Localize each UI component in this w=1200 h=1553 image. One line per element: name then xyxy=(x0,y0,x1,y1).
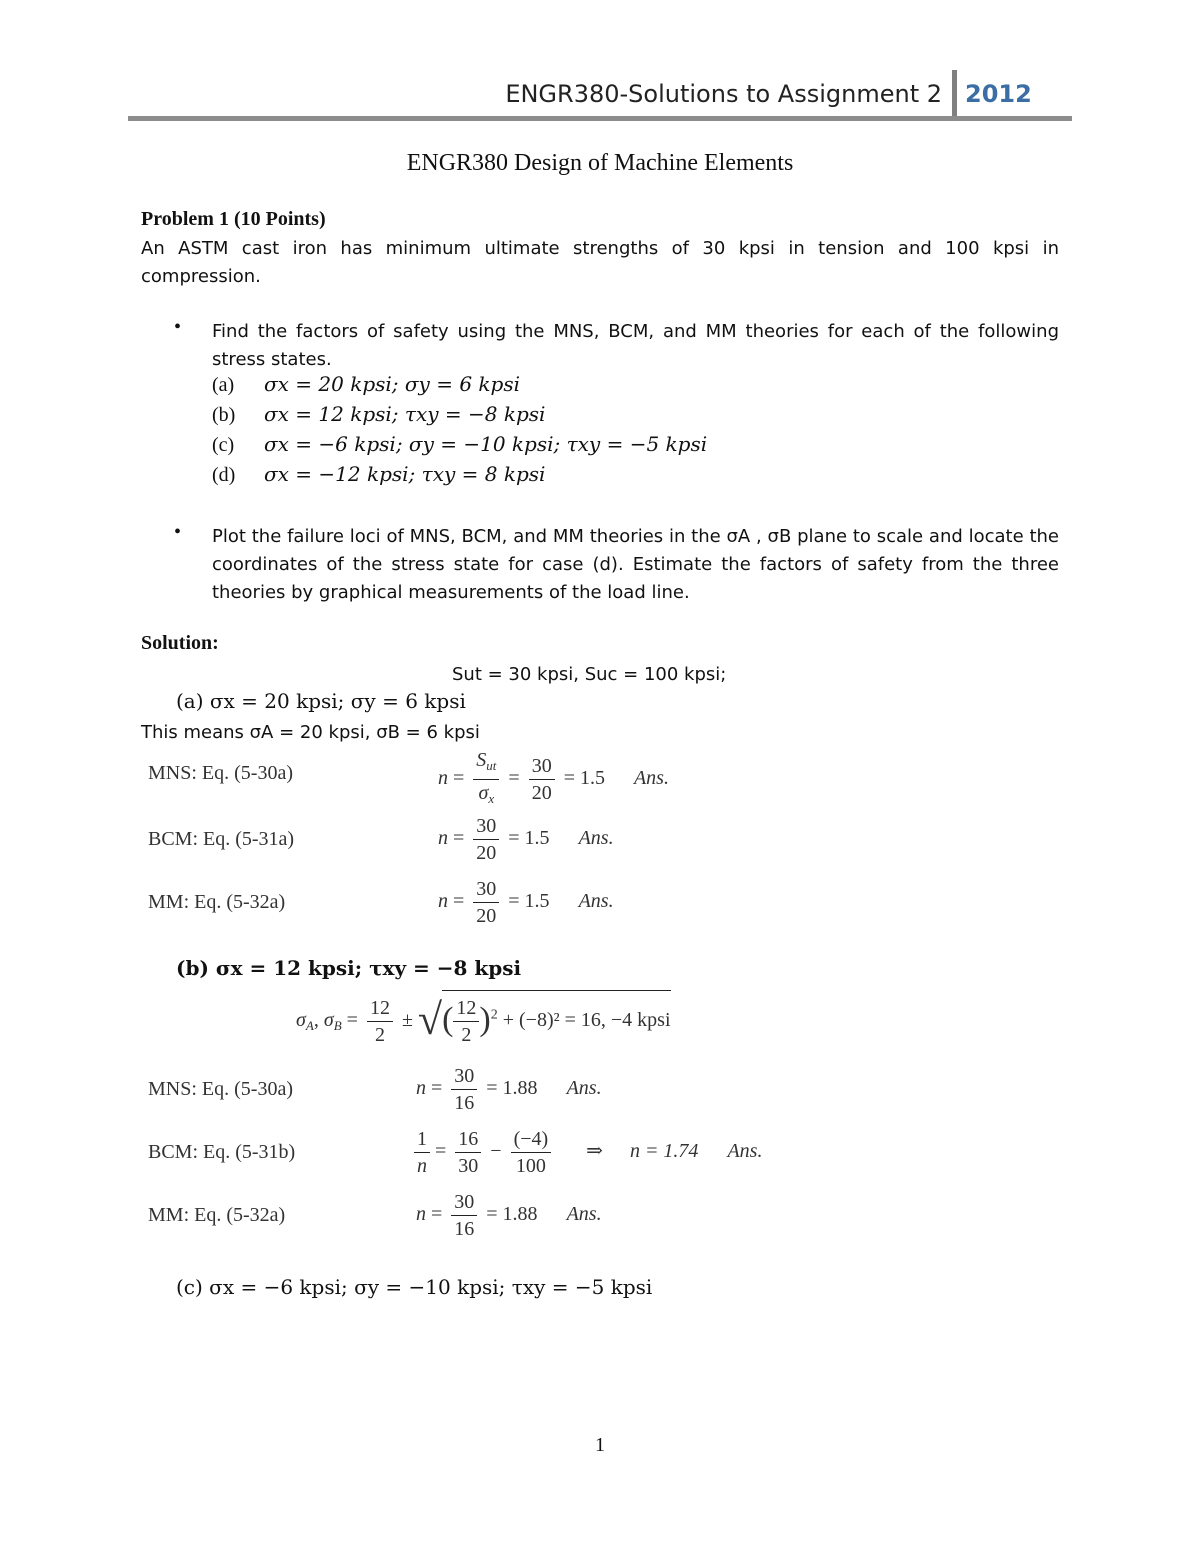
part-b-mns-equation: n = $\frac{30}{16}$ = 1.88 Ans. xyxy=(416,1065,602,1114)
strengths-line: Sut = 30 kpsi, Suc = 100 kpsi; xyxy=(452,664,727,685)
running-header-year: 2012 xyxy=(965,80,1032,108)
part-a-mm-ans: Ans. xyxy=(578,890,614,913)
part-b-bcm-ans: Ans. xyxy=(727,1140,763,1163)
part-c-header: (c) σx = −6 kpsi; σy = −10 kpsi; τxy = −5 kpsi xyxy=(176,1275,653,1299)
part-a-bcm-ans: Ans. xyxy=(578,827,614,850)
case-expr-d: σx = −12 kpsi; τxy = 8 kpsi xyxy=(264,462,546,486)
part-b-mns-label: MNS: Eq. (5-30a) xyxy=(148,1078,293,1100)
case-label-a: (a) xyxy=(212,374,235,396)
part-a-means: This means σA = 20 kpsi, σB = 6 kpsi xyxy=(141,722,480,743)
part-b-mm-ans: Ans. xyxy=(566,1203,602,1226)
part-a-mns-equation: n = $\frac{S_{ut}}{\sigma_x}$ = $\frac{30}{20}$ = 1.5 Ans. xyxy=(438,749,669,806)
case-expr-c: σx = −6 kpsi; σy = −10 kpsi; τxy = −5 kpsi xyxy=(264,432,708,456)
case-label-c: (c) xyxy=(212,434,235,456)
solution-heading: Solution: xyxy=(141,632,219,654)
part-a-mm-label: MM: Eq. (5-32a) xyxy=(148,891,286,913)
part-a-mns-result: = 1.5 xyxy=(563,767,605,790)
part-b-mns-result: = 1.88 xyxy=(486,1077,538,1100)
part-a-header: (a) σx = 20 kpsi; σy = 6 kpsi xyxy=(176,689,466,713)
part-b-bcm-label: BCM: Eq. (5-31b) xyxy=(148,1141,296,1163)
bullet-text-1: Find the factors of safety using the MNS, BCM, and MM theories for each of the following stress states. xyxy=(212,321,1059,370)
case-expr-b: σx = 12 kpsi; τxy = −8 kpsi xyxy=(264,402,546,426)
part-b-bcm-equation: $\frac{1}{n}$ = $\frac{16}{30}$ − $\frac{(-4)}{100}$ ⇒ n = 1.74 Ans. xyxy=(414,1126,762,1179)
running-header-title: ENGR380-Solutions to Assignment 2 xyxy=(505,80,942,108)
case-expr-a: σx = 20 kpsi; σy = 6 kpsi xyxy=(264,372,520,396)
bullet-text-2: Plot the failure loci of MNS, BCM, and MM theories in the σA , σB plane to scale and locate the coordinates of the stress state for case (d). Estimate the factors of safety from the three theories by graphical measurements of the load line. xyxy=(212,526,1059,603)
problem-heading: Problem 1 (10 Points) xyxy=(141,208,326,230)
case-label-d: (d) xyxy=(212,464,236,486)
part-b-header: (b) σx = 12 kpsi; τxy = −8 kpsi xyxy=(176,956,522,980)
case-label-b: (b) xyxy=(212,404,236,426)
part-b-principal-result: + (−8)² = 16, −4 kpsi xyxy=(502,1009,671,1032)
bullet-marker-2: • xyxy=(174,521,182,543)
part-b-mns-ans: Ans. xyxy=(566,1077,602,1100)
part-b-mm-equation: n = $\frac{30}{16}$ = 1.88 Ans. xyxy=(416,1191,602,1240)
part-b-principal-equation: $\sigma_A$, $\sigma_B$ = $\frac{12}{2}$ ± √( $\frac{12}{2}$ )$^2$ + (−8)² = 16, −4 kpsi xyxy=(296,990,671,1048)
document-title: ENGR380 Design of Machine Elements xyxy=(406,150,794,176)
part-a-bcm-label: BCM: Eq. (5-31a) xyxy=(148,828,295,850)
part-b-mm-label: MM: Eq. (5-32a) xyxy=(148,1204,286,1226)
part-a-mns-label: MNS: Eq. (5-30a) xyxy=(148,762,293,784)
problem-statement: An ASTM cast iron has minimum ultimate strengths of 30 kpsi in tension and 100 kpsi in compression. xyxy=(141,238,1059,287)
part-a-mm-equation: n = $\frac{30}{20}$ = 1.5 Ans. xyxy=(438,878,614,927)
part-a-mm-result: = 1.5 xyxy=(508,890,550,913)
page-number: 1 xyxy=(595,1434,605,1456)
header-divider xyxy=(952,70,957,118)
part-a-mns-ans: Ans. xyxy=(633,767,669,790)
part-b-mm-result: = 1.88 xyxy=(486,1203,538,1226)
header-rule xyxy=(128,116,1072,121)
bullet-marker-1: • xyxy=(174,316,182,338)
part-a-bcm-result: = 1.5 xyxy=(508,827,550,850)
part-b-bcm-result: n = 1.74 xyxy=(629,1140,699,1163)
part-a-bcm-equation: n = $\frac{30}{20}$ = 1.5 Ans. xyxy=(438,815,614,864)
